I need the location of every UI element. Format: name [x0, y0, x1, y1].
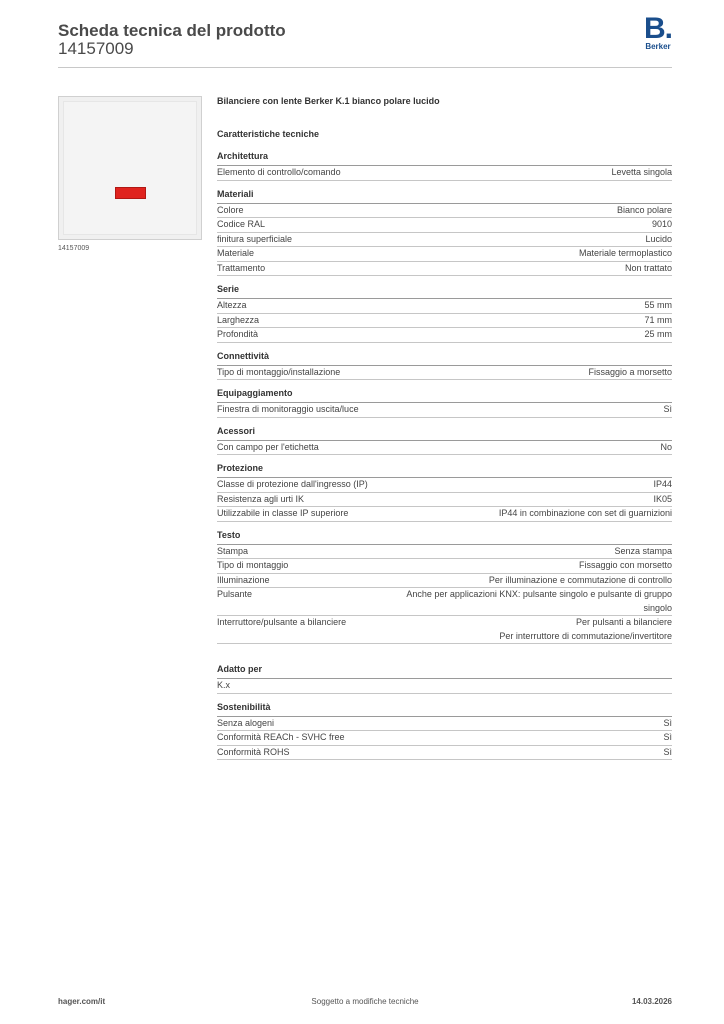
section-title: Acessori — [217, 426, 672, 441]
spec-label: Conformità REACh - SVHC free — [217, 732, 345, 742]
spec-label: Interruttore/pulsante a bilanciere — [217, 617, 347, 627]
spec-row — [217, 299, 672, 314]
spec-section — [217, 351, 672, 381]
spec-row — [217, 218, 672, 233]
spec-row — [217, 507, 672, 522]
spec-row — [217, 574, 672, 589]
spec-section — [217, 388, 672, 418]
footer-note: Soggetto a modifiche tecniche — [311, 997, 419, 1006]
spec-value: Sì — [663, 746, 672, 757]
spec-value: Per illuminazione e commutazione di controllo — [488, 574, 672, 585]
spec-label: Senza alogeni — [217, 717, 275, 728]
spec-value: Levetta singola — [611, 167, 672, 177]
spec-label: Materiale — [217, 248, 255, 258]
spec-value: 71 mm — [644, 314, 672, 325]
product-image — [58, 96, 202, 240]
spec-label: K.x — [217, 680, 231, 690]
spec-value: IP44 in combinazione con set di guarnizioni — [498, 508, 672, 518]
spec-row — [217, 204, 672, 219]
spec-row — [217, 366, 672, 381]
spec-label: Illuminazione — [217, 574, 270, 585]
spec-row — [217, 679, 672, 694]
spec-label: Colore — [217, 204, 244, 215]
section-gap — [217, 644, 672, 656]
spec-value: Fissaggio a morsetto — [588, 366, 672, 377]
rocker-plate — [63, 101, 197, 235]
spec-row — [217, 478, 672, 493]
spec-label: Con campo per l'etichetta — [217, 441, 319, 452]
spec-row — [217, 493, 672, 508]
section-title: Sostenibilità — [217, 702, 672, 717]
spec-row — [217, 559, 672, 574]
section-title: Serie — [217, 284, 672, 299]
spec-value: 9010 — [651, 219, 672, 229]
section-title: Architettura — [217, 151, 672, 166]
spec-value: Senza stampa — [614, 545, 672, 556]
spec-row — [217, 616, 672, 644]
spec-sections — [217, 151, 672, 760]
spec-label: Larghezza — [217, 314, 260, 325]
spec-row — [217, 233, 672, 248]
spec-value: Bianco polare — [616, 204, 672, 215]
product-title: Bilanciere con lente Berker K.1 bianco polare lucido — [217, 96, 440, 106]
spec-value: Sì — [663, 732, 672, 742]
section-title: Materiali — [217, 189, 672, 204]
product-code: 14157009 — [58, 39, 134, 58]
spec-row — [217, 247, 672, 262]
spec-label: Elemento di controllo/comando — [217, 167, 341, 177]
spec-section — [217, 664, 672, 694]
image-caption: 14157009 — [58, 245, 90, 252]
spec-label: Tipo di montaggio/installazione — [217, 366, 341, 377]
spec-row — [217, 314, 672, 329]
section-title: Adatto per — [217, 664, 672, 679]
spec-value: No — [660, 441, 672, 452]
spec-label: Classe di protezione dall'ingresso (IP) — [217, 479, 368, 489]
spec-row — [217, 545, 672, 560]
section-title: Connettività — [217, 351, 672, 366]
spec-row — [217, 731, 672, 746]
spec-value: IP44 — [653, 479, 672, 489]
header-divider — [58, 67, 672, 68]
spec-value: Sì — [663, 717, 672, 728]
spec-section — [217, 530, 672, 645]
spec-row — [217, 441, 672, 456]
spec-row — [217, 403, 672, 418]
spec-row — [217, 588, 672, 616]
footer-website[interactable]: hager.com/it — [58, 997, 106, 1006]
spec-label: Pulsante — [217, 589, 253, 599]
spec-value: 55 mm — [644, 300, 672, 310]
spec-value: Fissaggio con morsetto — [578, 560, 672, 570]
spec-label: Stampa — [217, 545, 249, 556]
page-title: Scheda tecnica del prodotto — [58, 21, 286, 40]
spec-value: Sì — [663, 404, 672, 414]
spec-label: Finestra di monitoraggio uscita/luce — [217, 404, 359, 414]
footer-date: 14.03.2026 — [631, 997, 672, 1006]
spec-section — [217, 426, 672, 456]
spec-value: Anche per applicazioni KNX: pulsante singolo e pulsante di gruppo singolo — [406, 589, 672, 613]
spec-label: Resistenza agli urti IK — [217, 493, 305, 504]
spec-row — [217, 328, 672, 343]
spec-label: finitura superficiale — [217, 233, 293, 244]
spec-content — [217, 96, 672, 760]
spec-label: Tipo di montaggio — [217, 560, 289, 570]
spec-value: Non trattato — [624, 262, 672, 273]
section-title: Equipaggiamento — [217, 388, 672, 403]
spec-value: IK05 — [653, 493, 672, 504]
spec-label: Profondità — [217, 329, 259, 339]
spec-value: 25 mm — [644, 329, 672, 339]
brand-name: Berker — [645, 42, 671, 51]
section-title: Protezione — [217, 463, 672, 478]
berker-logo — [638, 12, 678, 51]
spec-value: Lucido — [645, 233, 672, 244]
spec-row — [217, 717, 672, 732]
spec-label: Conformità ROHS — [217, 746, 290, 757]
spec-section — [217, 189, 672, 277]
spec-value: Per pulsanti a bilanciere Per interruttore di commutazione/invertitore — [499, 617, 672, 641]
spec-label: Codice RAL — [217, 219, 266, 229]
tech-heading: Caratteristiche tecniche — [217, 129, 320, 139]
spec-value: Materiale termoplastico — [578, 248, 672, 258]
spec-label: Trattamento — [217, 262, 266, 273]
red-lens — [115, 187, 146, 199]
spec-row — [217, 262, 672, 277]
spec-section — [217, 702, 672, 761]
spec-row — [217, 746, 672, 761]
section-title: Testo — [217, 530, 672, 545]
spec-row — [217, 166, 672, 181]
spec-section — [217, 284, 672, 343]
brand-letter: B. — [643, 12, 672, 45]
spec-label: Utilizzabile in classe IP superiore — [217, 508, 349, 518]
spec-label: Altezza — [217, 300, 247, 310]
spec-section — [217, 463, 672, 522]
spec-section — [217, 151, 672, 181]
